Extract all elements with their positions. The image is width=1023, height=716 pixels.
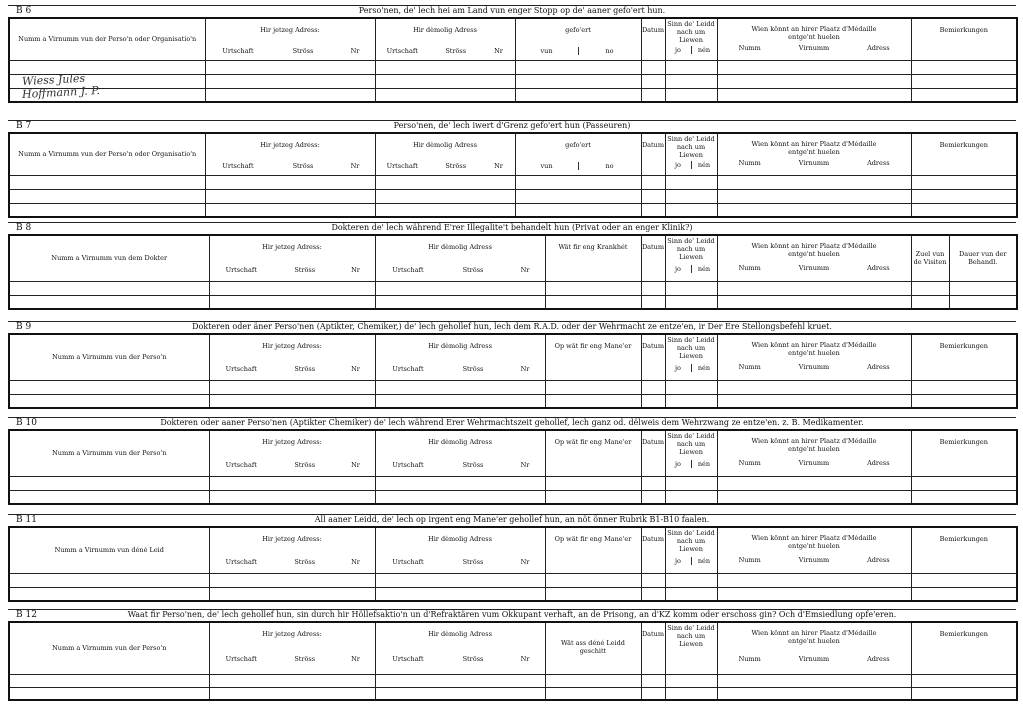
- section-title: Perso'nen, de' lech hei am Land vun enger Stopp op de' aaner gefo'ert hun.: [358, 6, 666, 15]
- alive-header: Sinn de' Leidd nach um Liewen jo nén: [665, 18, 717, 60]
- section-table: Numm a Virnumm vun der Perso'n Hir jetzeg Adress: Urtschaft Ströss Nr Hir dèmolig Adress Urtschaft Ströss Nr Op wät fir eng Mane'er Datum Sinn de' Leidd nach um Liewen jo nén Wien könnt an hirer Plaatz d'Médaille entge'nt huelen Numm Virnumm Adress Bemierkungen: [8, 333, 1018, 409]
- section-header: B 7 Perso'nen, de' lech iwert d'Grenz gefo'ert hun (Passeuren): [8, 120, 1016, 131]
- medal-header: Wien könnt an hirer Plaatz d'Médaille entge'nt huelen Numm Virnumm Adress: [717, 18, 911, 60]
- section-table: Numm a Virnumm vun déné Leid Hir jetzeg Adress: Urtschaft Ströss Nr Hir dèmolig Adress Urtschaft Ströss Nr Op wät fir eng Mane'er Datum Sinn de' Leidd nach um Liewen jo nén Wien könnt an hirer Plaatz d'Médaille entge'nt huelen Numm Virnumm Adress Bemierkungen: [8, 526, 1018, 602]
- section-header: [8, 5, 1016, 16]
- date-header: Datum: [641, 18, 665, 60]
- name-header: Numm a Virnumm vun der Perso'n oder Organisatio'n: [9, 18, 205, 60]
- section-table: Numm a Virnumm vun der Perso'n Hir jetzeg Adress: Urtschaft Ströss Nr Hir dèmolig Adress Urtschaft Ströss Nr Op wät fir eng Mane'er Datum Sinn de' Leidd nach um Liewen jo nén Wien könnt an hirer Plaatz d'Médaille entge'nt huelen Numm Virnumm Adress Bemierkungen: [8, 429, 1018, 505]
- section-table: Numm a Virnumm vun der Perso'n Hir jetzeg Adress: Urtschaft Ströss Nr Hir dèmolig Adress Urtschaft Ströss Nr Wät ass déné Leidd geschitt Datum Sinn de' Leidd nach um Liewen Wien könnt an hirer Plaatz d'Médaille entge'nt huelen Numm Virnumm Adress Bemierkungen: [8, 621, 1018, 701]
- section-table: Numm a Virnumm vun der Perso'n oder Organisatio'n Hir jetzeg Adress: Urtschaft Ströss Nr Hir dèmolig Adress Urtschaft Ströss Nr gefo'ert vun no Datum Sinn de' Leidd nach um Liewen jo nén Wien könnt an hirer Plaatz d'Médaille entge'nt huelen Numm Virnumm Adress Bemierkungen: [8, 132, 1018, 218]
- former-address-header: Hir dèmolig Adress Urtschaft Ströss Nr: [375, 18, 515, 60]
- section-header: B 12 Waat fir Perso'nen, de' lech gehollef hun, sin durch hir Höllefsaktio'n un d'Refraktären vum Okkupant verhaft, an de Prisong, an d'KZ komm oder erschoss gin? Och d'Emsiedlung opfe'eren.: [8, 609, 1016, 620]
- section-table: Numm a Virnumm vun dem Dokter Hir jetzeg Adress: Urtschaft Ströss Nr Hir dèmolig Adress Urtschaft Ströss Nr Wät fir eng Krankhét Datum Sinn de' Leidd nach um Liewen jo nén Wien könnt an hirer Plaatz d'Médaille entge'nt huelen Numm Virnumm Adress Zuel vun de Visiten Dauer vun der Behandl.: [8, 234, 1018, 310]
- handwritten-entry: Wiess Jules Hoffmann J. P.: [21, 71, 101, 102]
- duration-header: Dauer vun der Behandl.: [949, 235, 1017, 281]
- section-code: B 6: [16, 6, 32, 16]
- transported-header: gefo'ert vun no: [515, 18, 641, 60]
- remarks-header: Bemierkungen: [911, 18, 1017, 60]
- section-header: B 11 All aaner Leidd, de' lech op irgent eng Mane'er gehollef hun, an nöt önner Rubrik B1-B10 faalen.: [8, 514, 1016, 525]
- section-table: [8, 17, 1018, 103]
- visits-header: Zuel vun de Visiten: [911, 235, 949, 281]
- section-header: B 8 Dokteren de' lech während E'rer Illegalite't behandelt hun (Privat oder an enger Klinik?): [8, 222, 1016, 233]
- current-address-header: Hir jetzeg Adress: Urtschaft Ströss Nr: [205, 18, 375, 60]
- section-header: B 10 Dokteren oder aaner Perso'nen (Aptikter Chemiker) de' lech während Erer Wehrmachtszeit gehollef, lech ganz od. dëlweis dem Wehrzwang ze entze'en. z. B. Medikamenter.: [8, 417, 1016, 428]
- section-header: B 9 Dokteren oder äner Perso'nen (Aptikter, Chemiker,) de' lech gehollef hun, lech dem R.A.D. oder der Wehrmacht ze entze'en, ir Der Ere Stellongsbefehl kruet.: [8, 321, 1016, 332]
- entry-cell[interactable]: [9, 60, 205, 74]
